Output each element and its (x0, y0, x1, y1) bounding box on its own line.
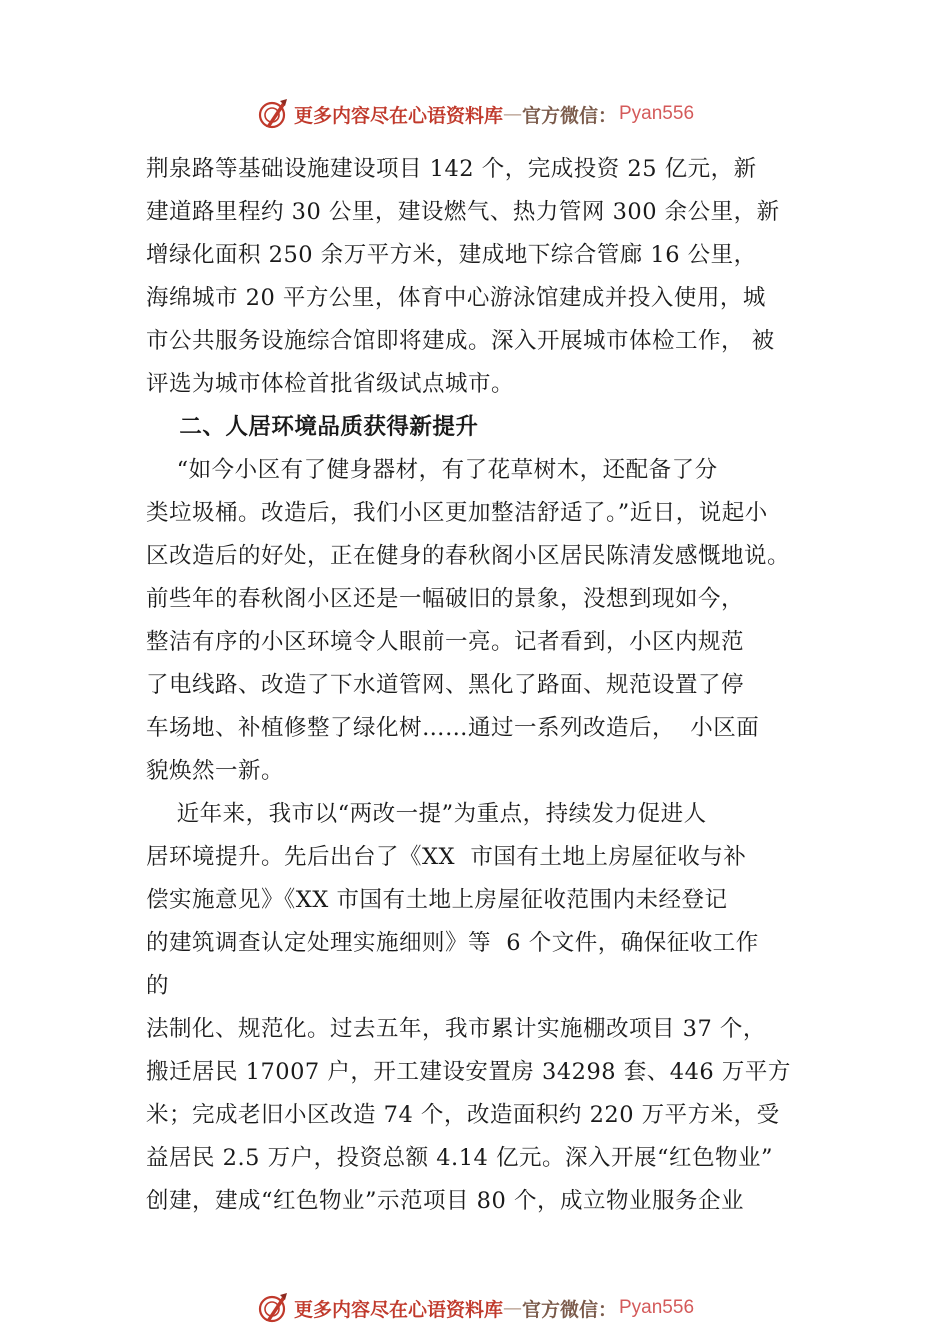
body-line: 创建，建成“红色物业”示范项目 80 个，成立物业服务企业 (146, 1188, 744, 1214)
section-heading: 二、人居环境品质获得新提升 (146, 414, 479, 440)
body-line: 近年来，我市以“两改一提”为重点，持续发力促进人 (146, 801, 707, 827)
body-line: 评选为城市体检首批省级试点城市。 (146, 371, 515, 397)
body-line: 益居民 2.5 万户，投资总额 4.14 亿元。深入开展“红色物业” (146, 1145, 773, 1171)
body-line: 米；完成老旧小区改造 74 个，改造面积约 220 万平方米，受 (146, 1102, 780, 1128)
body-line: 了电线路、改造了下水道管网、黑化了路面、规范设置了停 (146, 672, 745, 698)
banner-label: 官方微信： (521, 104, 617, 127)
banner-brand-text: 更多内容尽在心语资料库 (293, 104, 503, 127)
body-line: 法制化、规范化。过去五年，我市累计实施棚改项目 37 个， (146, 1016, 766, 1042)
header-watermark-banner (0, 94, 950, 134)
body-line: 居环境提升。先后出台了《XX 市国有土地上房屋征收与补 (146, 844, 747, 870)
body-line: 类垃圾桶。改造后，我们小区更加整洁舒适了。”近日，说起小 (146, 500, 768, 526)
body-line: 的建筑调查认定处理实施细则》等 6 个文件，确保征收工作 (146, 930, 759, 956)
body-line: 的 (146, 973, 170, 999)
quill-logo-icon (256, 1291, 290, 1325)
quill-logo-icon (256, 97, 290, 131)
body-line: 区改造后的好处，正在健身的春秋阁小区居民陈清发感慨地说。 (146, 543, 791, 569)
body-line: 整洁有序的小区环境令人眼前一亮。记者看到，小区内规范 (146, 629, 745, 655)
body-line: 荆泉路等基础设施建设项目 142 个，完成投资 25 亿元，新 (146, 156, 757, 182)
body-line: 车场地、补植修整了绿化树……通过一系列改造后， 小区面 (146, 715, 760, 741)
body-line: 市公共服务设施综合馆即将建成。深入开展城市体检工作， 被 (146, 328, 775, 354)
body-line: 前些年的春秋阁小区还是一幅破旧的景象，没想到现如今， (146, 586, 745, 612)
banner-handle: Pyan556 (619, 1297, 695, 1318)
document-body (146, 148, 826, 1223)
banner-handle: Pyan556 (619, 103, 695, 124)
body-line: 增绿化面积 250 余万平方米，建成地下综合管廊 16 公里， (146, 242, 757, 268)
footer-watermark-banner (0, 1288, 950, 1328)
banner-label: 官方微信： (521, 1298, 617, 1321)
body-line: 偿实施意见》《XX 市国有土地上房屋征收范围内未经登记 (146, 887, 728, 913)
body-line: 建道路里程约 30 公里，建设燃气、热力管网 300 余公里，新 (146, 199, 780, 225)
body-line: “如今小区有了健身器材，有了花草树木，还配备了分 (146, 457, 718, 483)
banner-dash: — (502, 1297, 522, 1319)
body-line: 海绵城市 20 平方公里，体育中心游泳馆建成并投入使用，城 (146, 285, 766, 311)
banner-brand-text: 更多内容尽在心语资料库 (293, 1298, 503, 1321)
body-line: 貌焕然一新。 (146, 758, 285, 784)
body-line: 搬迁居民 17007 户，开工建设安置房 34298 套、446 万平方 (146, 1059, 791, 1085)
banner-dash: — (502, 103, 522, 125)
